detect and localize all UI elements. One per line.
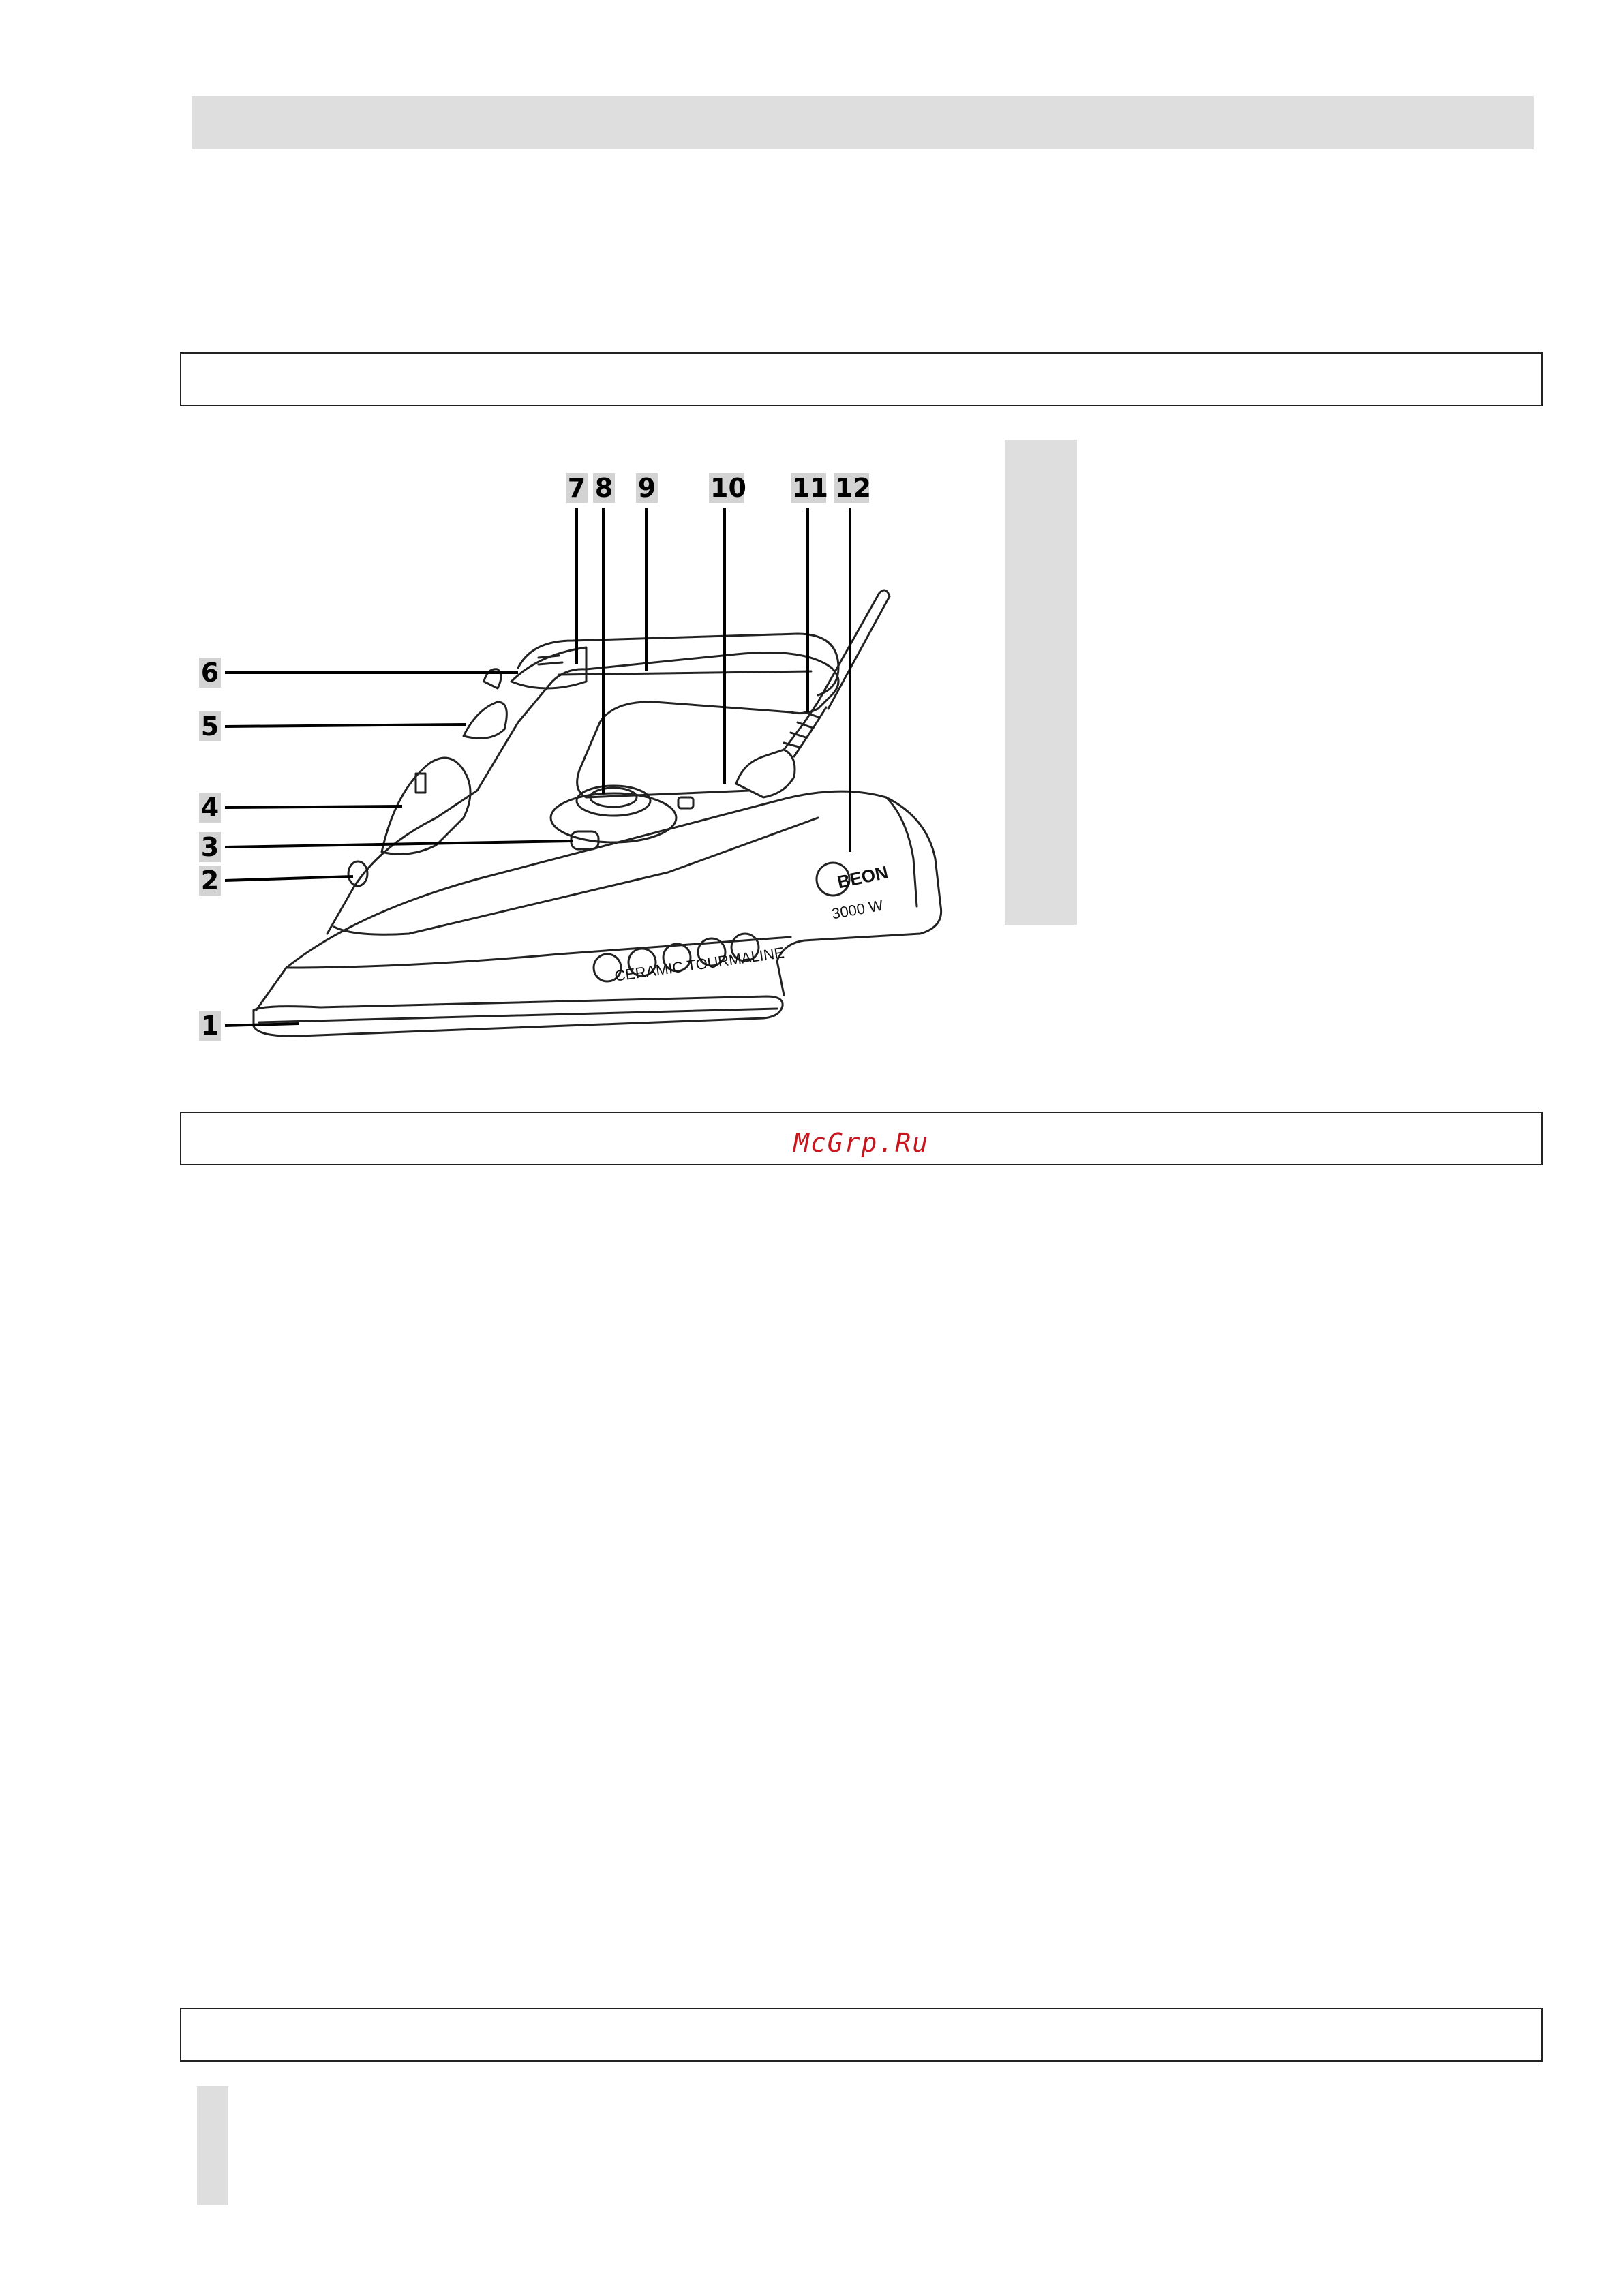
callout-10: 10	[710, 473, 746, 503]
leader-4	[225, 806, 402, 808]
spray-button	[464, 702, 506, 738]
power-cord	[818, 590, 890, 709]
callout-6: 6	[199, 658, 221, 688]
callout-1: 1	[199, 1011, 221, 1041]
leader-5	[225, 724, 466, 726]
watermark-text: McGrp.Ru	[793, 1128, 930, 1158]
callout-3: 3	[199, 832, 221, 862]
callout-11: 11	[792, 473, 828, 503]
page-tab	[197, 2086, 228, 2205]
section-box-bottom	[180, 2008, 1543, 2062]
callout-9: 9	[636, 473, 658, 503]
power-rating: 3000 W	[830, 896, 885, 923]
section-box-middle	[180, 1112, 1543, 1165]
callout-12: 12	[835, 473, 871, 503]
callout-2: 2	[199, 866, 221, 896]
soleplate-text: CERAMIC TOURMALINE	[613, 944, 786, 985]
temperature-dial	[577, 786, 650, 816]
callout-4: 4	[199, 793, 221, 823]
leader-2	[225, 876, 353, 881]
callout-5: 5	[199, 711, 221, 741]
brand-text: BEON	[835, 861, 890, 893]
leader-3	[225, 841, 573, 847]
callout-8: 8	[593, 473, 615, 503]
steam-cover	[511, 647, 586, 688]
callout-7: 7	[566, 473, 588, 503]
indicator-light	[678, 797, 693, 808]
leader-1	[225, 1024, 299, 1026]
